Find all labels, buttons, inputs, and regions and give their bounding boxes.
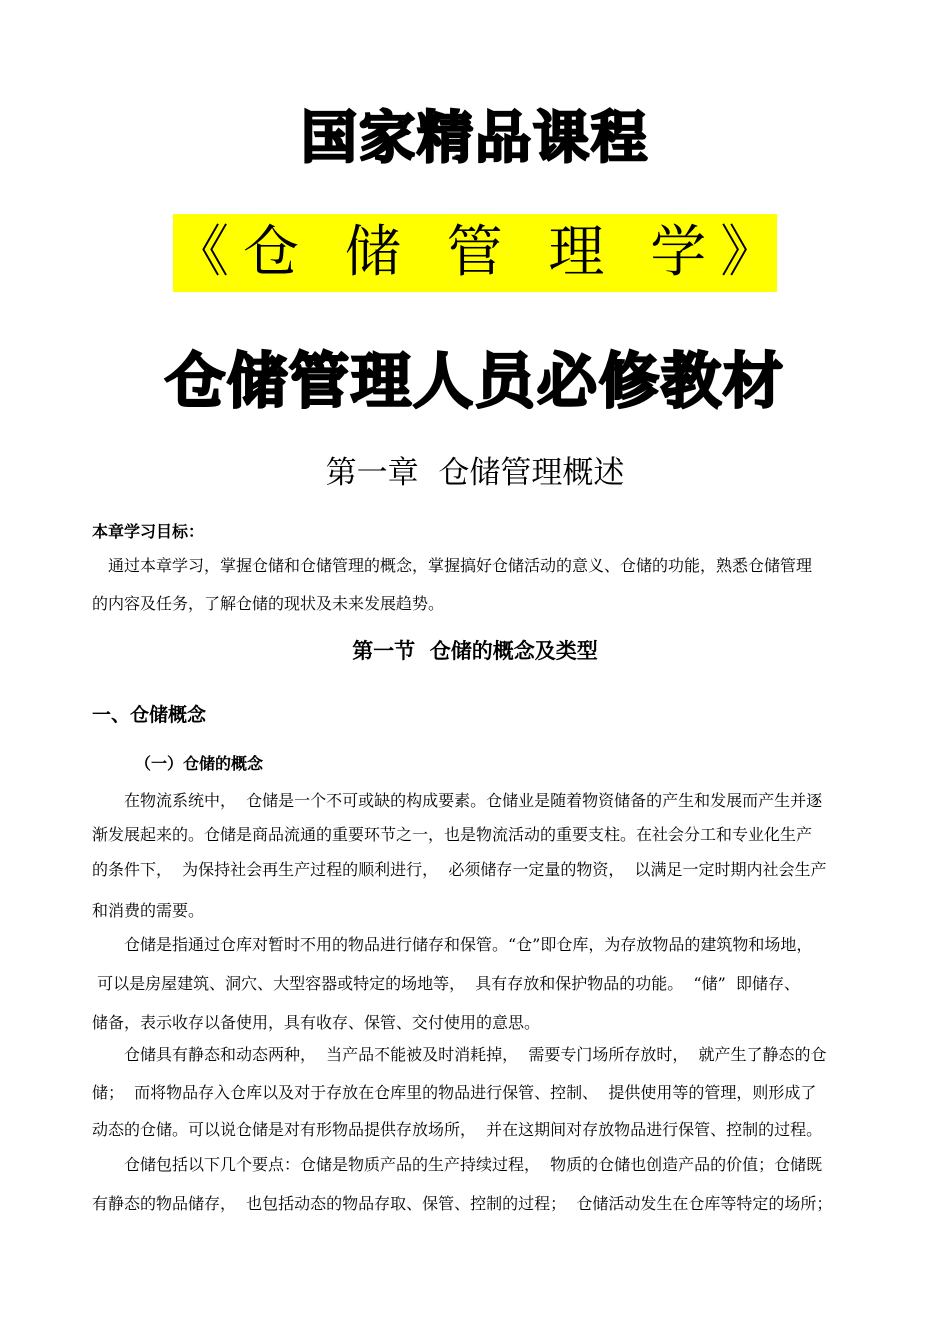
subtitle: 仓储管理人员必修教材 [165,347,785,417]
para1-line-4: 和消费的需要。 [92,901,205,920]
goals-label: 本章学习目标： [92,522,205,541]
para4-line-2: 有静态的物品储存， 也包括动态的物品存取、保管、控制的过程； 仓储活动发生在仓库等特定的场所； [92,1194,833,1213]
chapter-title: 第一章 仓储管理概述 [325,455,625,491]
para1-line-3: 的条件下， 为保持社会再生产过程的顺利进行， 必须储存一定量的物资， 以满足一定时期内社会生产 [92,860,827,879]
para2-line-2: 可以是房屋建筑、洞穴、大型容器或特定的场地等， 具有存放和保护物品的功能。 “储” 即储存、 [92,974,800,993]
para4-line-1: 仓储包括以下几个要点：仓储是物质产品的生产持续过程， 物质的仓储也创造产品的价值；仓储既 [124,1155,823,1174]
para1-line-1: 在物流系统中， 仓储是一个不可或缺的构成要素。仓储业是随着物资储备的产生和发展而产生并逐 [124,791,823,810]
course-title: 《仓 储 管 理 学》 [173,220,791,285]
para3-line-2: 储； 而将物品存入仓库以及对于存放在仓库里的物品进行保管、控制、 提供使用等的管理，则形成了 [92,1083,817,1102]
para2-line-3: 储备，表示收存以备使用，具有收存、保管、交付使用的意思。 [92,1013,541,1032]
para3-line-1: 仓储具有静态和动态两种， 当产品不能被及时消耗掉， 需要专门场所存放时， 就产生了静态的仓 [124,1045,827,1064]
section-title: 第一节 仓储的概念及类型 [352,639,598,663]
heading-level-2: （一）仓储的概念 [135,754,264,773]
main-title: 国家精品课程 [301,106,649,171]
heading-level-1: 一、仓储概念 [92,704,207,726]
para2-line-1: 仓储是指通过仓库对暂时不用的物品进行储存和保管。“仓”即仓库，为存放物品的建筑物和场地， [124,935,813,954]
para3-line-3: 动态的仓储。可以说仓储是对有形物品提供存放场所， 并在这期间对存放物品进行保管、控制的过程。 [92,1120,823,1139]
goals-line-1: 通过本章学习，掌握仓储和仓储管理的概念，掌握搞好仓储活动的意义、仓储的功能，熟悉仓储管理 [108,556,813,575]
para1-line-2: 渐发展起来的。仓储是商品流通的重要环节之一，也是物流活动的重要支柱。在社会分工和专业化生产 [92,825,813,844]
goals-line-2: 的内容及任务，了解仓储的现状及未来发展趋势。 [92,594,445,613]
